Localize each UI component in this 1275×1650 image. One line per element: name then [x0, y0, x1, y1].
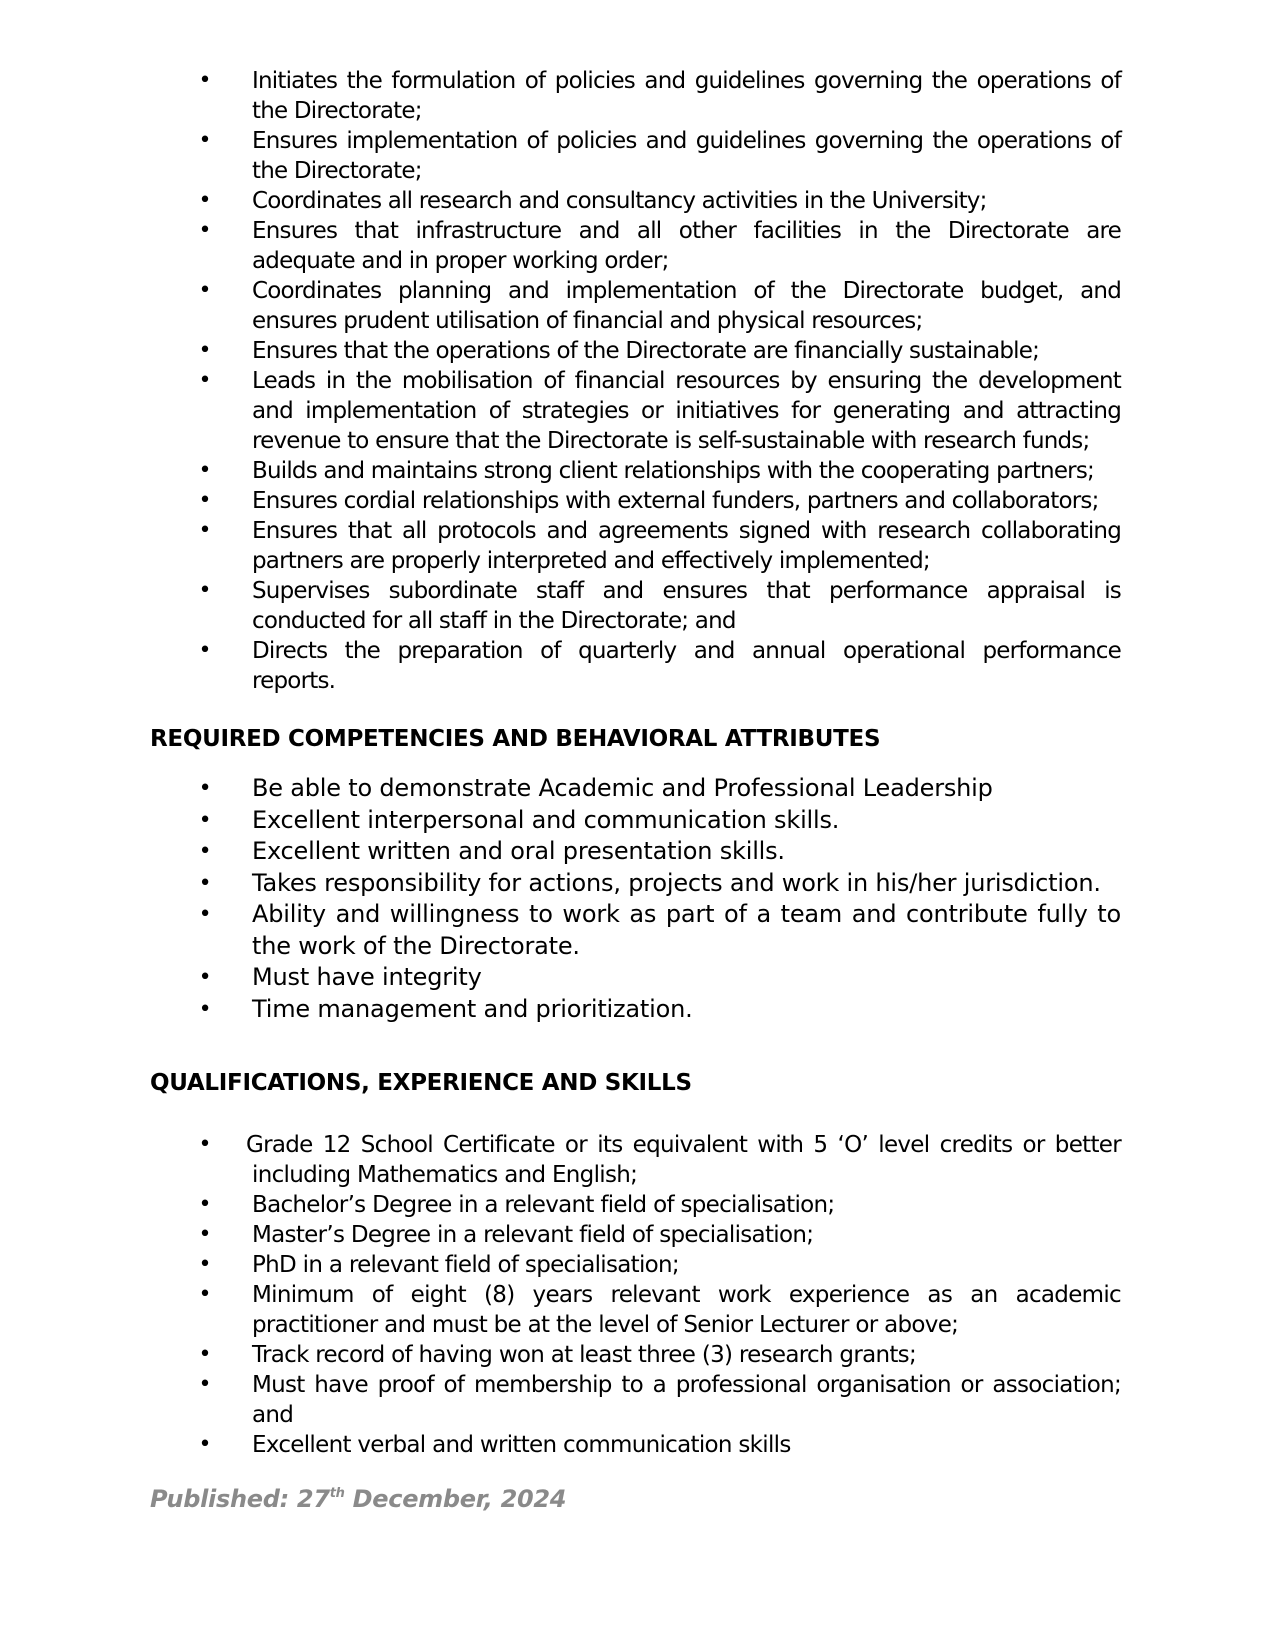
list-item	[0, 276, 1275, 336]
published-month-year: December, 2024	[344, 1485, 567, 1513]
list-item	[0, 1280, 1275, 1340]
list-item-text: Ensures that all protocols and agreements signed with research collaborating partners are properly interpreted and effectively implemented;	[252, 518, 1121, 574]
list-item-text: Ability and willingness to work as part of a team and contribute fully to the work of the Directorate.	[252, 900, 1121, 960]
bullet-icon: •	[198, 1342, 212, 1367]
list-item	[0, 899, 1275, 962]
list-item-text: Excellent written and oral presentation skills.	[252, 837, 785, 865]
bullet-icon: •	[198, 1192, 212, 1217]
list-item	[0, 836, 1275, 868]
bullet-icon: •	[198, 776, 212, 801]
list-item-text: Master’s Degree in a relevant field of specialisation;	[252, 1222, 814, 1248]
bullet-icon: •	[198, 1222, 212, 1247]
list-item-text: Must have proof of membership to a professional organisation or association; and	[252, 1372, 1121, 1428]
bullet-icon: •	[198, 807, 212, 833]
list-item-text: Builds and maintains strong client relationships with the cooperating partners;	[252, 458, 1094, 484]
bullet-icon: •	[198, 839, 212, 864]
list-item	[0, 1130, 1275, 1190]
list-item	[0, 336, 1275, 366]
qualifications-list	[0, 1130, 1275, 1460]
list-item-text: Time management and prioritization.	[252, 994, 693, 1023]
bullet-icon: •	[198, 128, 212, 153]
list-item-text: Track record of having won at least three (3) research grants;	[252, 1342, 916, 1368]
bullet-icon: •	[198, 1132, 212, 1157]
list-item	[0, 576, 1275, 636]
bullet-icon: •	[198, 1252, 212, 1277]
list-item-text: Coordinates all research and consultancy activities in the University;	[252, 188, 987, 214]
list-item	[0, 962, 1275, 994]
bullet-icon: •	[198, 278, 212, 303]
list-item-text: Coordinates planning and implementation of the Directorate budget, and ensures prudent utilisation of financial and physical resources;	[252, 278, 1121, 334]
qualifications-heading: QUALIFICATIONS, EXPERIENCE AND SKILLS	[150, 1070, 692, 1096]
list-item-text: Bachelor’s Degree in a relevant field of specialisation;	[252, 1192, 835, 1218]
list-item	[0, 1340, 1275, 1370]
list-item	[0, 216, 1275, 276]
list-item	[0, 66, 1275, 126]
bullet-icon: •	[198, 68, 212, 93]
bullet-icon: •	[198, 902, 212, 927]
competencies-heading: REQUIRED COMPETENCIES AND BEHAVIORAL ATTRIBUTES	[150, 726, 881, 752]
list-item-text: Be able to demonstrate Academic and Professional Leadership	[252, 774, 993, 802]
duties-list	[0, 66, 1275, 696]
list-item	[0, 773, 1275, 805]
bullet-icon: •	[198, 638, 212, 663]
list-item	[0, 516, 1275, 576]
bullet-icon: •	[198, 870, 212, 896]
list-item-text: Grade 12 School Certificate or its equivalent with 5 ‘O’ level credits or better including Mathematics and English;	[246, 1132, 1121, 1188]
bullet-icon: •	[198, 578, 212, 603]
list-item	[0, 636, 1275, 696]
bullet-icon: •	[198, 458, 212, 483]
bullet-icon: •	[198, 488, 212, 513]
list-item-text: Ensures implementation of policies and guidelines governing the operations of the Directorate;	[252, 128, 1121, 184]
list-item	[0, 805, 1275, 837]
bullet-icon: •	[198, 368, 212, 393]
bullet-icon: •	[198, 188, 212, 213]
list-item-text: Minimum of eight (8) years relevant work experience as an academic practitioner and must be at the level of Senior Lecturer or above;	[252, 1282, 1121, 1338]
bullet-icon: •	[198, 518, 212, 543]
published-date-suffix: th	[329, 1486, 345, 1501]
list-item-text: Excellent interpersonal and communication skills.	[252, 805, 840, 834]
published-prefix: Published: 27	[150, 1485, 330, 1513]
bullet-icon: •	[198, 338, 212, 363]
competencies-list	[0, 773, 1275, 1025]
bullet-icon: •	[198, 996, 212, 1022]
bullet-icon: •	[198, 965, 212, 990]
list-item-text: Excellent verbal and written communication skills	[252, 1432, 791, 1458]
list-item	[0, 1190, 1275, 1220]
list-item-text: Initiates the formulation of policies and guidelines governing the operations of the Directorate;	[252, 68, 1121, 124]
list-item-text: Leads in the mobilisation of financial resources by ensuring the development and implementation of strategies or initiatives for generating and attracting revenue to ensure that the Directorate is self-sustainable with research funds;	[252, 368, 1121, 454]
published-date	[150, 1485, 566, 1513]
list-item-text: Supervises subordinate staff and ensures that performance appraisal is conducted for all staff in the Directorate; and	[252, 578, 1121, 634]
list-item	[0, 126, 1275, 186]
bullet-icon: •	[198, 218, 212, 243]
list-item	[0, 1220, 1275, 1250]
list-item-text: Ensures that the operations of the Directorate are financially sustainable;	[252, 338, 1040, 364]
list-item	[0, 1250, 1275, 1280]
list-item-text: Must have integrity	[252, 963, 482, 991]
list-item	[0, 486, 1275, 516]
list-item	[0, 186, 1275, 216]
list-item-text: Ensures cordial relationships with external funders, partners and collaborators;	[252, 488, 1099, 514]
list-item-text: Ensures that infrastructure and all other facilities in the Directorate are adequate and in proper working order;	[252, 218, 1121, 274]
list-item	[0, 366, 1275, 456]
bullet-icon: •	[198, 1432, 212, 1457]
bullet-icon: •	[198, 1282, 212, 1307]
list-item	[0, 456, 1275, 486]
list-item-text: Directs the preparation of quarterly and annual operational performance reports.	[252, 638, 1121, 694]
list-item-text: PhD in a relevant field of specialisation;	[252, 1252, 679, 1278]
list-item-text: Takes responsibility for actions, projects and work in his/her jurisdiction.	[252, 868, 1101, 897]
list-item	[0, 1430, 1275, 1460]
list-item	[0, 868, 1275, 900]
bullet-icon: •	[198, 1372, 212, 1397]
list-item	[0, 994, 1275, 1026]
list-item	[0, 1370, 1275, 1430]
